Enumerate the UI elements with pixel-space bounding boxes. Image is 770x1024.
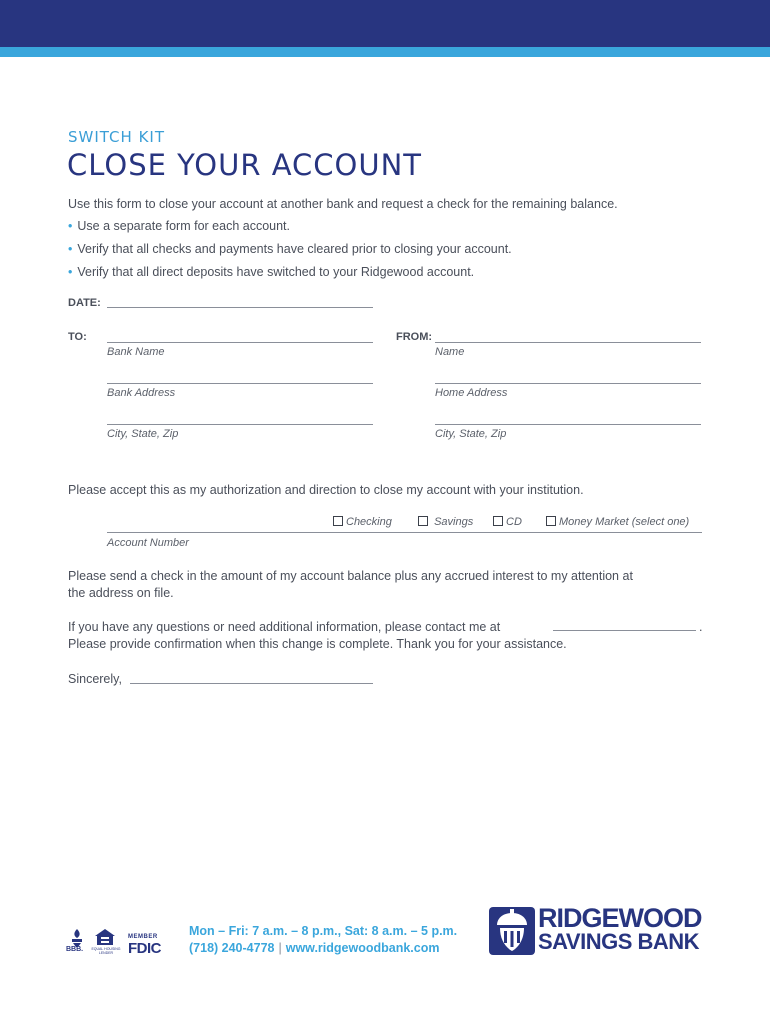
bullet-item: • Verify that all checks and payments have cleared prior to closing your account. xyxy=(68,242,512,256)
footer-contact xyxy=(189,941,439,955)
from-label: FROM: xyxy=(396,331,433,343)
home-city-state-zip-field[interactable] xyxy=(435,424,701,425)
cd-checkbox[interactable] xyxy=(493,516,503,526)
contact-field[interactable] xyxy=(553,630,696,631)
intro-text: Use this form to close your account at another bank and request a check for the remaining balance. xyxy=(68,197,618,211)
name-caption: Name xyxy=(435,346,465,358)
bank-logo-subtitle: SAVINGS BANK xyxy=(538,929,700,954)
bank-address-field[interactable] xyxy=(107,383,373,384)
date-field[interactable] xyxy=(107,307,373,308)
account-number-caption: Account Number xyxy=(107,537,189,549)
money-market-checkbox[interactable] xyxy=(546,516,556,526)
equal-housing-label: EQUAL HOUSING LENDER xyxy=(91,947,121,955)
footer-website-link[interactable]: www.ridgewoodbank.com xyxy=(285,941,440,955)
bullet-dot-icon: • xyxy=(68,219,73,233)
savings-option[interactable]: Savings xyxy=(418,516,473,528)
date-label: DATE: xyxy=(68,297,101,309)
acorn-logo-icon xyxy=(489,907,535,960)
checking-checkbox[interactable] xyxy=(333,516,343,526)
savings-checkbox[interactable] xyxy=(418,516,428,526)
bank-city-state-zip-field[interactable] xyxy=(107,424,373,425)
page-title: CLOSE YOUR ACCOUNT xyxy=(67,148,422,182)
fdic-member-label: MEMBER xyxy=(128,934,158,940)
home-address-caption: Home Address xyxy=(435,387,508,399)
account-number-field[interactable] xyxy=(107,532,702,533)
home-city-state-zip-caption: City, State, Zip xyxy=(435,428,507,440)
footer-phone[interactable]: (718) 240-4778 xyxy=(189,941,275,955)
name-field[interactable] xyxy=(435,342,701,343)
cd-option[interactable]: CD xyxy=(493,516,522,528)
check-request-line2: the address on file. xyxy=(68,586,174,600)
money-market-option[interactable]: Money Market (select one) xyxy=(546,516,689,528)
check-request-line1: Please send a check in the amount of my account balance plus any accrued interest to my attention at xyxy=(68,569,633,583)
bullet-item: • Verify that all direct deposits have switched to your Ridgewood account. xyxy=(68,265,475,279)
footer-separator: | xyxy=(278,941,282,955)
home-address-field[interactable] xyxy=(435,383,701,384)
bank-name-caption: Bank Name xyxy=(107,346,165,358)
bbb-logo xyxy=(66,928,88,959)
equal-housing-logo xyxy=(91,928,121,955)
bank-address-caption: Bank Address xyxy=(107,387,176,399)
bullet-item: • Use a separate form for each account. xyxy=(68,219,291,233)
contact-text-line2: Please provide confirmation when this change is complete. Thank you for your assistance. xyxy=(68,637,567,651)
bank-logo-name: RIDGEWOOD xyxy=(538,903,702,933)
bbb-label: BBB. xyxy=(66,946,84,953)
bank-city-state-zip-caption: City, State, Zip xyxy=(107,428,179,440)
footer-hours: Mon – Fri: 7 a.m. – 8 p.m., Sat: 8 a.m. – 5 p.m. xyxy=(189,924,458,938)
checking-option[interactable]: Checking xyxy=(333,516,392,528)
section-kicker: SWITCH KIT xyxy=(68,128,166,146)
contact-period: . xyxy=(699,620,703,634)
authorization-text: Please accept this as my authorization and direction to close my account with your institution. xyxy=(68,483,584,497)
to-label: TO: xyxy=(68,331,87,343)
bullet-dot-icon: • xyxy=(68,265,73,279)
header-band-light xyxy=(0,47,770,57)
fdic-logo: FDIC xyxy=(128,940,161,957)
bank-name-field[interactable] xyxy=(107,342,373,343)
contact-text-line1: If you have any questions or need additional information, please contact me at xyxy=(68,620,501,634)
header-band-dark xyxy=(0,0,770,47)
equal-housing-icon xyxy=(94,928,116,946)
signature-field[interactable] xyxy=(130,683,373,684)
bullet-dot-icon: • xyxy=(68,242,73,256)
sincerely-label: Sincerely, xyxy=(68,672,122,686)
